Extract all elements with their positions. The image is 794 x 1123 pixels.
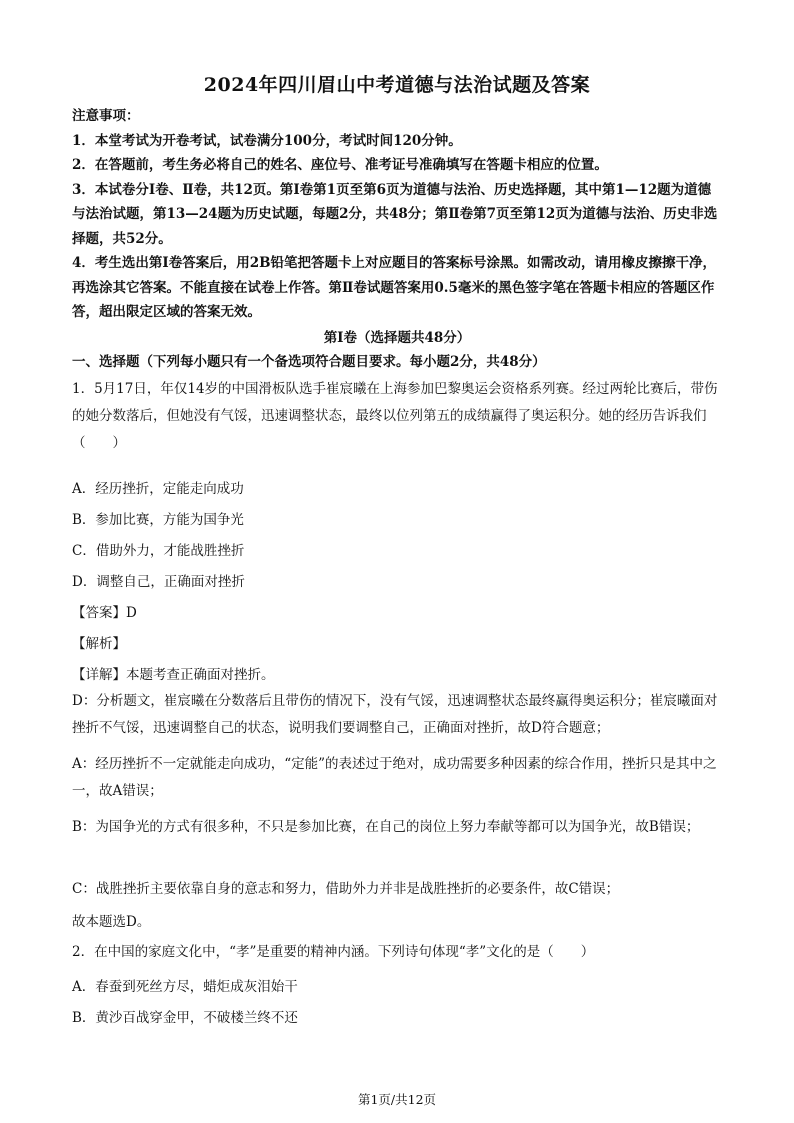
option-b: B．参加比赛，方能为国争光 (72, 512, 244, 528)
question-1-stem (72, 376, 722, 457)
explanation-text: D：分析题文，崔宸曦在分数落后且带伤的情况下，没有气馁，迅速调整状态最终赢得奥运积分；崔宸曦面对挫折不气馁，迅速调整自己的状态，说明我们要调整自己，正确面对挫折，故D符合题意； (72, 693, 718, 736)
conclusion: 故本题选D。 (72, 914, 151, 930)
explanation-a (72, 751, 722, 805)
detail-label: 【详解】本题考查正确面对挫折。 (72, 667, 275, 683)
option-c: C．借助外力，才能战胜挫折 (72, 543, 245, 559)
notice-heading: 注意事项： (72, 108, 140, 124)
explanation-text: C：战胜挫折主要依靠自身的意志和努力，借助外力并非是战胜挫折的必要条件，故C错误； (72, 881, 620, 897)
part-heading: 一、选择题（下列每小题只有一个备选项符合题目要求。每小题2分，共48分） (72, 354, 546, 370)
question-2-stem (72, 939, 722, 966)
notice-item: 3．本试卷分Ⅰ卷、Ⅱ卷，共12页。第Ⅰ卷第1页至第6页为道德与法治、历史选择题，其中第1—12题为道德与法治试题，第13—24题为历史试题，每题2分，共48分；第Ⅱ卷第7页至第12页为道德与法治、历史非选择题，共52分。 (72, 181, 718, 247)
notice-item: 1．本堂考试为开卷考试，试卷满分100分，考试时间120分钟。 (72, 132, 462, 149)
explanation-b (72, 814, 722, 841)
option-d: D．调整自己，正确面对挫折 (72, 574, 245, 590)
option-b: B．黄沙百战穿金甲，不破楼兰终不还 (72, 1010, 298, 1026)
explanation-c (72, 876, 722, 903)
question-text: 1．5月17日，年仅14岁的中国滑板队选手崔宸曦在上海参加巴黎奥运会资格系列赛。经过两轮比赛后，带伤的她分数落后，但她没有气馁，迅速调整状态，最终以位列第五的成绩赢得了奥运积分。她的经历告诉我们（ ） (72, 381, 718, 451)
notice-item: 2．在答题前，考生务必将自己的姓名、座位号、准考证号准确填写在答题卡相应的位置。 (72, 157, 608, 173)
question-text: 2．在中国的家庭文化中，“孝”是重要的精神内涵。下列诗句体现“孝”文化的是（ ） (72, 944, 595, 960)
option-a: A．春蚕到死丝方尽，蜡炬成灰泪始干 (72, 979, 298, 995)
exam-notice (72, 104, 720, 325)
answer-label: 【答案】D (72, 605, 137, 621)
explanation-d (72, 688, 722, 742)
page-title: 2024年四川眉山中考道德与法治试题及答案 (203, 74, 591, 96)
section-heading: 第Ⅰ卷（选择题共48分） (323, 330, 471, 346)
analysis-label: 【解析】 (72, 636, 126, 652)
page-footer: 第1页/共12页 (357, 1092, 437, 1107)
notice-item: 4．考生选出第Ⅰ卷答案后，用2B铅笔把答题卡上对应题目的答案标号涂黑。如需改动，请用橡皮擦擦干净，再选涂其它答案。不能直接在试卷上作答。第Ⅱ卷试题答案用0.5毫米的黑色签字笔在答题卡相应的答题区作答，超出限定区域的答案无效。 (72, 255, 717, 320)
option-a: A．经历挫折，定能走向成功 (72, 481, 244, 497)
explanation-text: A：经历挫折不一定就能走向成功，“定能”的表述过于绝对，成功需要多种因素的综合作用，挫折只是其中之一，故A错误； (72, 756, 717, 799)
explanation-text: B：为国争光的方式有很多种，不只是参加比赛，在自己的岗位上努力奉献等都可以为国争光，故B错误； (72, 819, 700, 835)
